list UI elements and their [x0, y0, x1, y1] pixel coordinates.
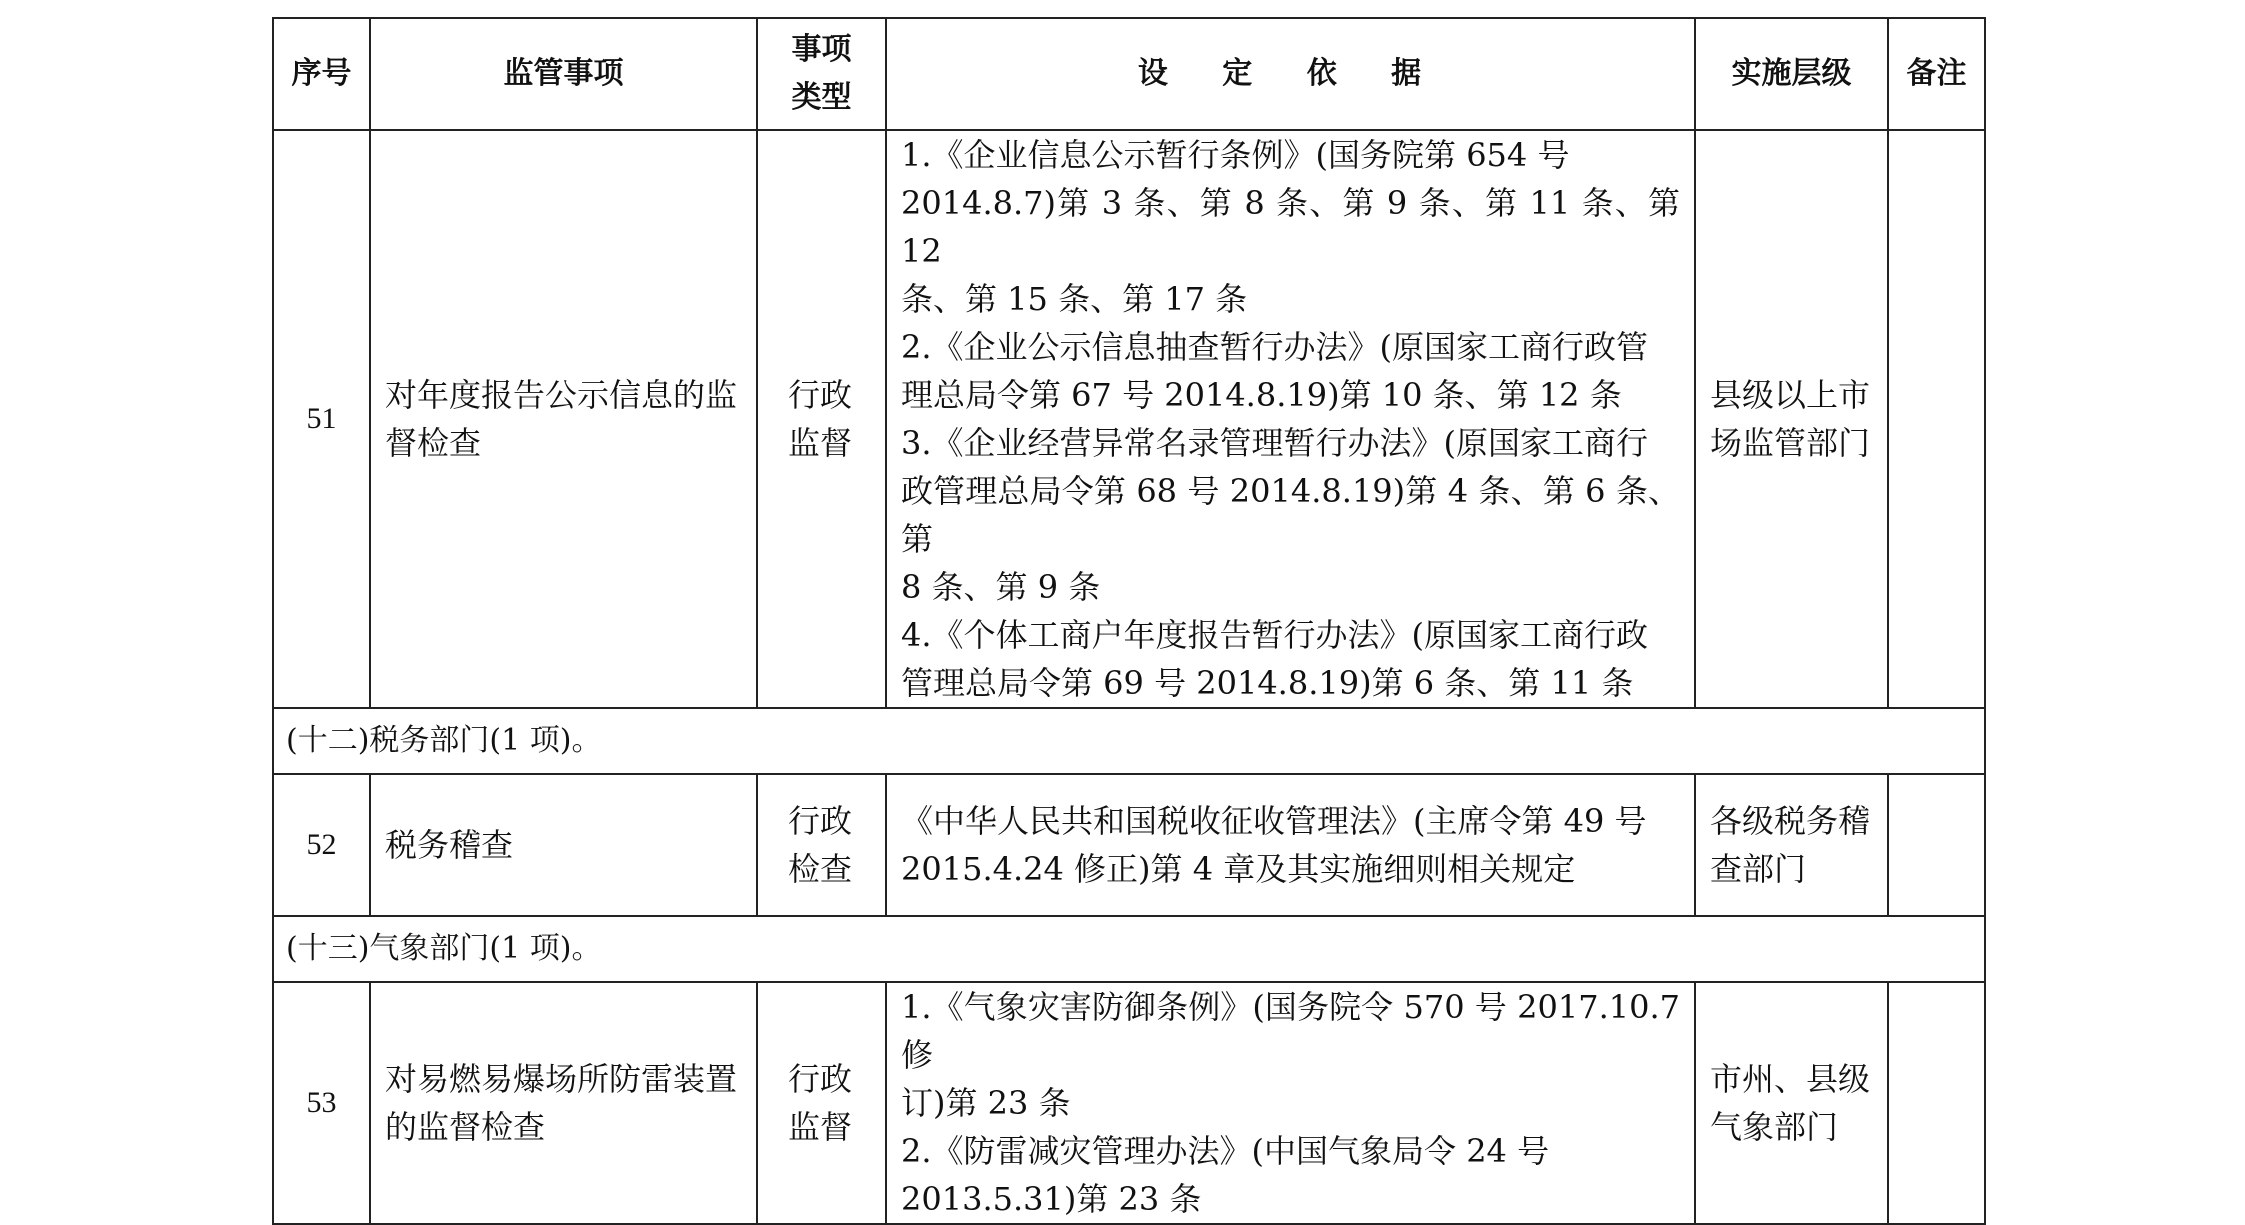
- table-row: [273, 982, 1985, 1224]
- header-type: 事项类型: [757, 18, 886, 130]
- basis-line: 订)第 23 条: [901, 1084, 1071, 1122]
- section-row: [273, 916, 1985, 982]
- row-level: 市州、县级气象部门: [1695, 982, 1888, 1224]
- basis-line: 政管理总局令第 68 号 2014.8.19)第 4 条、第 6 条、第: [901, 472, 1680, 558]
- basis-line: 条、第 15 条、第 17 条: [901, 280, 1248, 318]
- row-type: 行政监督: [757, 130, 886, 708]
- row-note: [1888, 130, 1985, 708]
- basis-line: 管理总局令第 69 号 2014.8.19)第 6 条、第 11 条: [901, 664, 1634, 702]
- basis-line: 3.《企业经营异常名录管理暂行办法》(原国家工商行: [901, 424, 1649, 462]
- row-type: 行政监督: [757, 982, 886, 1224]
- row-basis: [886, 130, 1695, 708]
- row-level: 各级税务稽查部门: [1695, 774, 1888, 916]
- table-row: [273, 130, 1985, 708]
- row-note: [1888, 774, 1985, 916]
- header-seq: 序号: [273, 18, 370, 130]
- row-basis: [886, 774, 1695, 916]
- header-note: 备注: [1888, 18, 1985, 130]
- row-seq: 53: [273, 982, 370, 1224]
- basis-line: 《中华人民共和国税收征收管理法》(主席令第 49 号: [901, 802, 1647, 840]
- row-seq: 52: [273, 774, 370, 916]
- row-item: 对年度报告公示信息的监督检查: [370, 130, 757, 708]
- row-item: 税务稽查: [370, 774, 757, 916]
- header-level: 实施层级: [1695, 18, 1888, 130]
- row-type: 行政检查: [757, 774, 886, 916]
- header-basis: 设 定 依 据: [886, 18, 1695, 130]
- basis-line: 1.《气象灾害防御条例》(国务院令 570 号 2017.10.7 修: [901, 988, 1680, 1074]
- row-basis: [886, 982, 1695, 1224]
- table-row: [273, 774, 1985, 916]
- row-level: 县级以上市场监管部门: [1695, 130, 1888, 708]
- section-title-12: (十二)税务部门(1 项)。: [273, 708, 1985, 774]
- header-item: 监管事项: [370, 18, 757, 130]
- basis-line: 1.《企业信息公示暂行条例》(国务院第 654 号: [901, 136, 1570, 174]
- basis-line: 2.《企业公示信息抽查暂行办法》(原国家工商行政管: [901, 328, 1649, 366]
- row-item: 对易燃易爆场所防雷装置的监督检查: [370, 982, 757, 1224]
- basis-line: 理总局令第 67 号 2014.8.19)第 10 条、第 12 条: [901, 376, 1622, 414]
- basis-line: 2.《防雷减灾管理办法》(中国气象局令 24 号: [901, 1132, 1550, 1170]
- basis-line: 8 条、第 9 条: [901, 568, 1101, 606]
- row-seq: 51: [273, 130, 370, 708]
- section-title-13: (十三)气象部门(1 项)。: [273, 916, 1985, 982]
- basis-line: 4.《个体工商户年度报告暂行办法》(原国家工商行政: [901, 616, 1649, 654]
- row-note: [1888, 982, 1985, 1224]
- section-row: [273, 708, 1985, 774]
- table-header-row: [273, 18, 1985, 130]
- basis-line: 2015.4.24 修正)第 4 章及其实施细则相关规定: [901, 850, 1576, 888]
- basis-line: 2014.8.7)第 3 条、第 8 条、第 9 条、第 11 条、第 12: [901, 184, 1680, 270]
- regulation-table: [272, 17, 1986, 1225]
- basis-line: 2013.5.31)第 23 条: [901, 1180, 1202, 1218]
